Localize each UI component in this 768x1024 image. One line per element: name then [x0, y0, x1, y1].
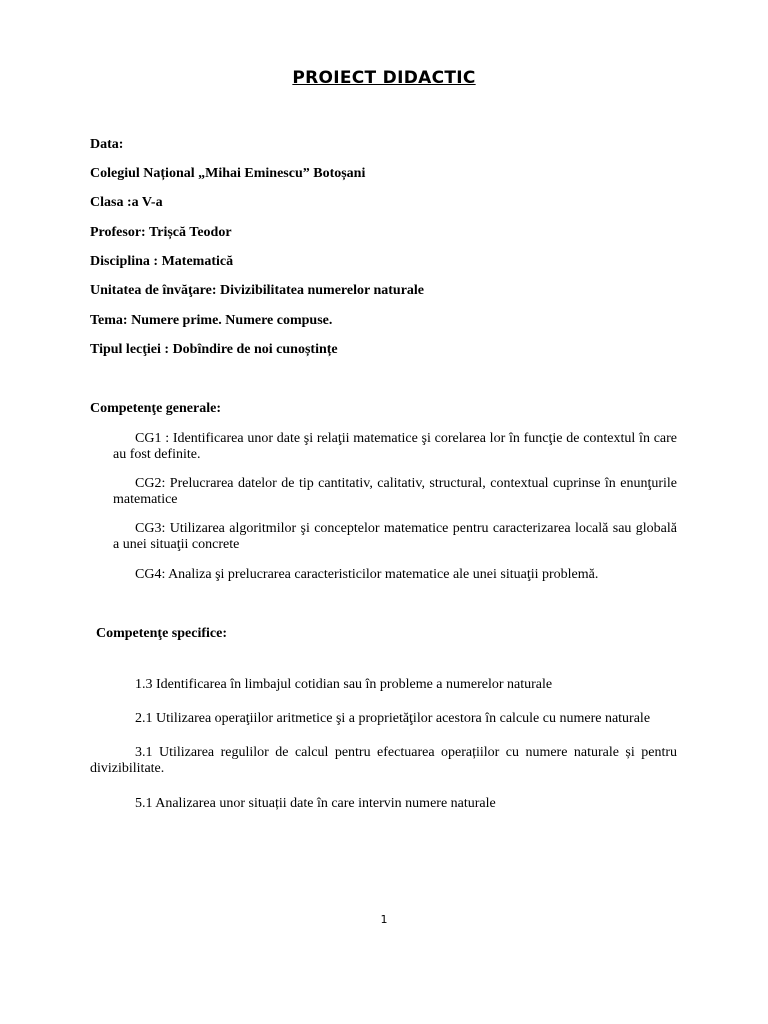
page-number: 1 — [380, 913, 388, 926]
specific-competences-heading: Competenţe specifice: — [96, 626, 228, 641]
field-school: Colegiul Național „Mihai Eminescu” Botoșani — [90, 166, 366, 181]
field-teacher: Profesor: Trișcă Teodor — [90, 225, 232, 240]
competence-cg2: CG2: Prelucrarea datelor de tip cantitativ, calitativ, structural, contextual cuprinse în enunţurile matematice — [113, 476, 677, 507]
competence-1-3: 1.3 Identificarea în limbajul cotidian sau în probleme a numerelor naturale — [135, 677, 553, 692]
field-lesson-type: Tipul lecţiei : Dobîndire de noi cunoștințe — [90, 342, 338, 357]
document-title: PROIECT DIDACTIC — [292, 68, 476, 88]
field-unit: Unitatea de învăţare: Divizibilitatea numerelor naturale — [90, 283, 425, 298]
field-data: Data: — [90, 137, 124, 152]
competence-cg4: CG4: Analiza şi prelucrarea caracteristicilor matematice ale unei situaţii problemă. — [135, 567, 599, 582]
competence-2-1: 2.1 Utilizarea operaţiilor aritmetice şi a proprietăţilor acestora în calcule cu numere naturale — [135, 711, 651, 726]
field-topic: Tema: Numere prime. Numere compuse. — [90, 313, 333, 328]
competence-cg1: CG1 : Identificarea unor date şi relaţii matematice şi corelarea lor în funcţie de contextul în care au fost definite. — [113, 431, 677, 462]
competence-5-1: 5.1 Analizarea unor situații date în care intervin numere naturale — [135, 796, 496, 811]
general-competences-heading: Competenţe generale: — [90, 401, 222, 416]
competence-cg3: CG3: Utilizarea algoritmilor şi conceptelor matematice pentru caracterizarea locală sau globală a unei situaţii concrete — [113, 521, 677, 552]
field-class: Clasa :a V-a — [90, 195, 163, 210]
field-discipline: Disciplina : Matematică — [90, 254, 234, 269]
competence-3-1: 3.1 Utilizarea regulilor de calcul pentru efectuarea operațiilor cu numere naturale și pentru divizibilitate. — [90, 745, 677, 776]
